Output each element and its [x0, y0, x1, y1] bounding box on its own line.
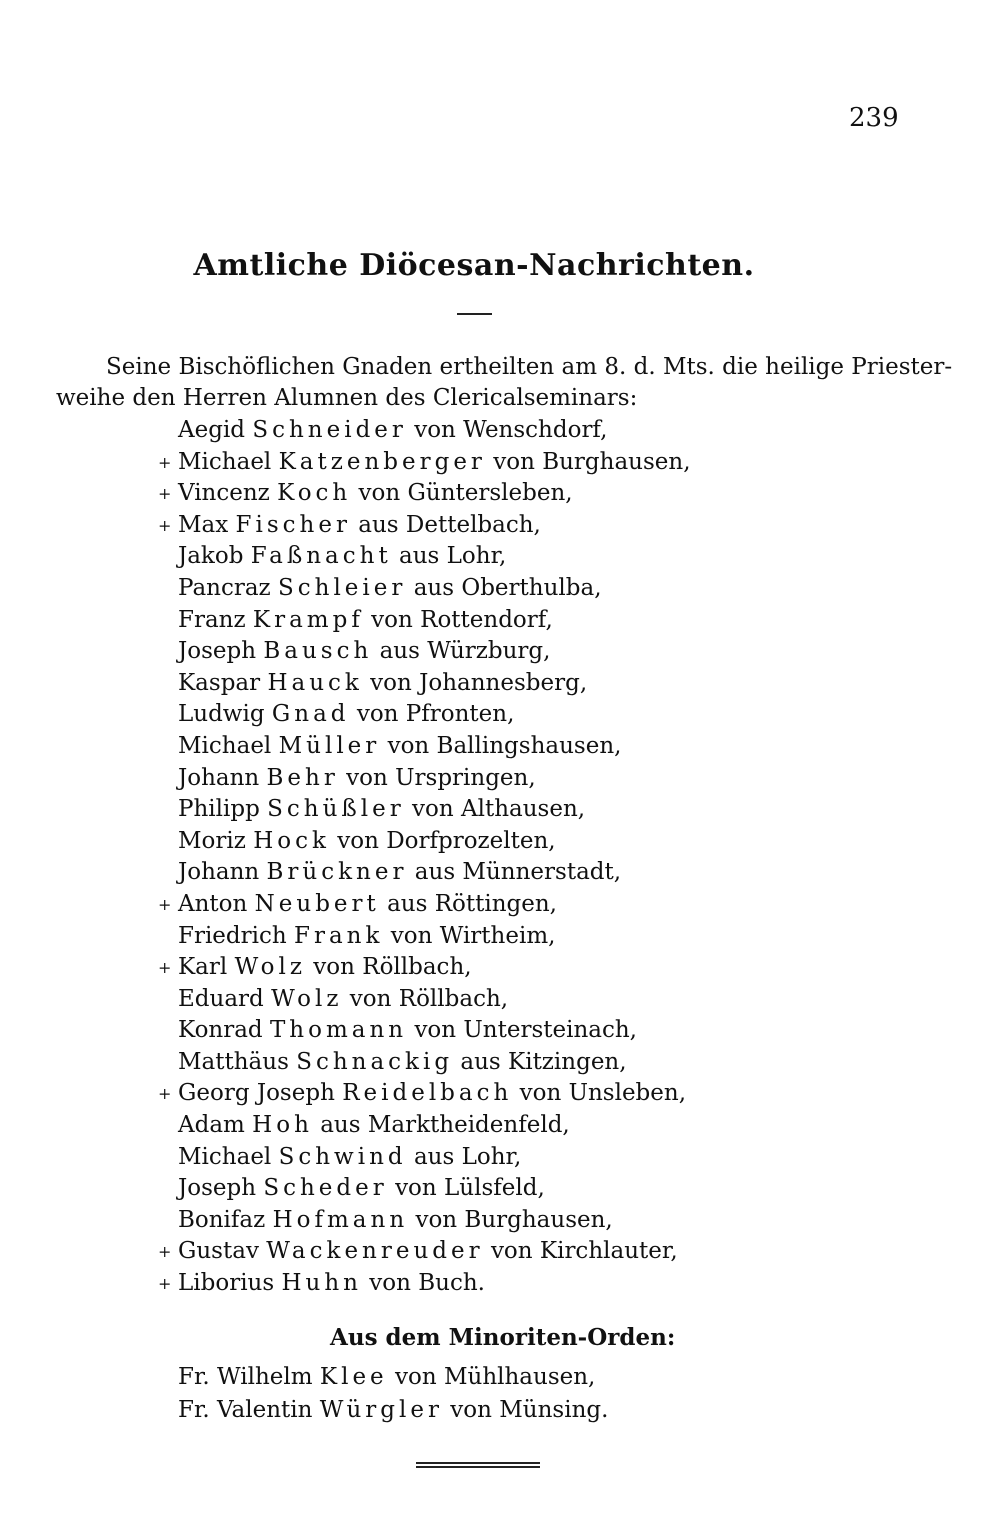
given-name: Karl	[178, 954, 228, 981]
surname: Huhn	[281, 1270, 362, 1297]
ordinand-entry	[178, 668, 691, 700]
given-name: Friedrich	[178, 922, 287, 949]
surname: Scheder	[263, 1175, 388, 1202]
ordinand-entry	[178, 1110, 691, 1142]
place-of-origin: aus Dettelbach,	[358, 511, 541, 538]
given-name: Eduard	[178, 985, 264, 1012]
given-name: Liborius	[178, 1270, 275, 1297]
place-of-origin: aus Lohr,	[413, 1143, 522, 1170]
surname: Schleier	[278, 574, 407, 601]
margin-mark: +	[158, 1242, 172, 1262]
ordinand-entry	[158, 478, 691, 510]
ordinand-entry	[178, 794, 691, 826]
place-of-origin: von Johannesberg,	[370, 669, 588, 696]
place-of-origin: von Mühlhausen,	[394, 1364, 596, 1390]
surname: Würgler	[319, 1397, 443, 1423]
ordinand-entry	[158, 447, 691, 479]
given-name: Gustav	[178, 1238, 259, 1265]
given-name: Ludwig	[178, 701, 265, 728]
ordinand-entry	[158, 1236, 691, 1268]
place-of-origin: von Röllbach,	[313, 954, 472, 981]
ordinand-entry	[158, 952, 691, 984]
intro-paragraph	[56, 352, 953, 414]
surname: Brückner	[266, 859, 408, 886]
place-of-origin: von Ballingshausen,	[387, 732, 622, 759]
place-of-origin: von Röllbach,	[349, 985, 509, 1012]
ordinand-entry	[178, 636, 691, 668]
given-name: Joseph	[178, 638, 257, 665]
ordinand-entry	[178, 605, 691, 637]
given-name: Kaspar	[178, 669, 261, 696]
surname: Wackenreuder	[266, 1238, 484, 1265]
ordinand-entry	[178, 1142, 691, 1174]
given-name: Bonifaz	[178, 1206, 266, 1233]
surname: Bausch	[263, 638, 373, 665]
surname: Hoh	[252, 1112, 313, 1139]
given-name: Johann	[178, 859, 260, 886]
friar-entry	[178, 1361, 608, 1394]
end-divider	[416, 1462, 540, 1468]
ordinand-entry	[178, 415, 691, 447]
given-name: Matthäus	[178, 1048, 289, 1075]
ordinand-entry	[158, 1078, 691, 1110]
place-of-origin: von Burghausen,	[415, 1206, 613, 1233]
intro-line-2: weihe den Herren Alumnen des Clericalseminars:	[56, 385, 638, 411]
given-name: Michael	[178, 448, 272, 475]
given-name: Anton	[178, 890, 248, 917]
ordinand-entry	[178, 1173, 691, 1205]
surname: Fischer	[235, 511, 351, 538]
surname: Schüßler	[267, 796, 405, 823]
given-name: Max	[178, 511, 229, 538]
given-name: Konrad	[178, 1017, 263, 1044]
place-of-origin: von Wenschdorf,	[414, 417, 608, 443]
margin-mark: +	[158, 958, 172, 978]
place-of-origin: von Althausen,	[412, 796, 586, 823]
place-of-origin: von Kirchlauter,	[490, 1238, 678, 1265]
place-of-origin: von Lülsfeld,	[395, 1175, 545, 1202]
place-of-origin: von Untersteinach,	[414, 1017, 637, 1044]
margin-mark: +	[158, 515, 172, 535]
section-heading: Aus dem Minoriten-Orden:	[330, 1324, 676, 1351]
given-name: Vincenz	[178, 480, 270, 507]
place-of-origin: aus Kitzingen,	[460, 1048, 627, 1075]
surname: Gnad	[271, 701, 350, 728]
surname: Koch	[277, 480, 352, 507]
ordinand-entry	[178, 857, 691, 889]
surname: Reidelbach	[342, 1080, 513, 1107]
surname: Krampf	[252, 606, 364, 633]
surname: Klee	[319, 1364, 388, 1390]
margin-mark: +	[158, 1084, 172, 1104]
place-of-origin: von Güntersleben,	[358, 480, 573, 507]
place-of-origin: aus Oberthulba,	[413, 574, 602, 601]
surname: Müller	[278, 732, 381, 759]
surname: Neubert	[254, 890, 380, 917]
friar-entry	[178, 1394, 608, 1427]
surname: Katzenberger	[278, 448, 486, 475]
given-name: Fr. Valentin	[178, 1397, 313, 1423]
ordinand-entry	[178, 699, 691, 731]
page-number: 239	[849, 103, 899, 133]
ordinand-entry	[178, 826, 691, 858]
given-name: Johann	[178, 764, 260, 791]
surname: Schwind	[278, 1143, 407, 1170]
given-name: Pancraz	[178, 574, 271, 601]
place-of-origin: von Pfronten,	[356, 701, 515, 728]
given-name: Michael	[178, 1143, 272, 1170]
surname: Thomann	[269, 1017, 408, 1044]
ordinand-entry	[178, 731, 691, 763]
margin-mark: +	[158, 894, 172, 914]
surname: Frank	[294, 922, 384, 949]
given-name: Franz	[178, 606, 246, 633]
place-of-origin: von Rottendorf,	[371, 606, 553, 633]
given-name: Aegid	[178, 417, 246, 443]
place-of-origin: von Burghausen,	[493, 448, 691, 475]
given-name: Jakob	[178, 543, 244, 570]
surname: Faßnacht	[250, 543, 392, 570]
place-of-origin: von Dorfprozelten,	[337, 827, 556, 854]
surname: Hofmann	[272, 1206, 409, 1233]
ordinand-entry	[158, 1268, 691, 1300]
ordinand-entry	[178, 984, 691, 1016]
surname: Hock	[253, 827, 330, 854]
ordinand-entry	[178, 573, 691, 605]
ordinand-entry	[178, 1015, 691, 1047]
margin-mark: +	[158, 1274, 172, 1294]
friar-list	[178, 1361, 608, 1427]
given-name: Fr. Wilhelm	[178, 1364, 313, 1390]
margin-mark: +	[158, 484, 172, 504]
surname: Schneider	[252, 417, 407, 443]
place-of-origin: aus Münnerstadt,	[414, 859, 622, 886]
ordinand-entry	[158, 510, 691, 542]
ordinand-entry	[178, 763, 691, 795]
place-of-origin: aus Lohr,	[399, 543, 507, 570]
given-name: Moriz	[178, 827, 246, 854]
page-title: Amtliche Diöcesan-Nachrichten.	[193, 248, 755, 283]
place-of-origin: von Wirtheim,	[390, 922, 556, 949]
intro-line-1: Seine Bischöflichen Gnaden ertheilten am 8. d. Mts. die heilige Priester-	[106, 354, 953, 380]
margin-mark: +	[158, 452, 172, 472]
place-of-origin: von Buch.	[369, 1270, 485, 1297]
title-divider	[457, 313, 492, 315]
given-name: Georg Joseph	[178, 1080, 335, 1107]
surname: Schnackig	[296, 1048, 454, 1075]
given-name: Michael	[178, 732, 272, 759]
ordinand-entry	[158, 889, 691, 921]
place-of-origin: von Unsleben,	[519, 1080, 687, 1107]
surname: Behr	[266, 764, 339, 791]
place-of-origin: von Urspringen,	[346, 764, 536, 791]
surname: Wolz	[234, 954, 306, 981]
place-of-origin: aus Würzburg,	[379, 638, 551, 665]
ordinand-entry	[178, 921, 691, 953]
surname: Wolz	[271, 985, 343, 1012]
place-of-origin: aus Röttingen,	[387, 890, 557, 917]
ordinand-list	[158, 415, 691, 1300]
given-name: Adam	[178, 1112, 245, 1139]
given-name: Philipp	[178, 796, 260, 823]
surname: Hauck	[267, 669, 363, 696]
place-of-origin: von Münsing.	[450, 1397, 609, 1423]
ordinand-entry	[178, 1205, 691, 1237]
given-name: Joseph	[178, 1175, 257, 1202]
ordinand-entry	[178, 1047, 691, 1079]
ordinand-entry	[178, 541, 691, 573]
place-of-origin: aus Marktheidenfeld,	[320, 1112, 570, 1139]
